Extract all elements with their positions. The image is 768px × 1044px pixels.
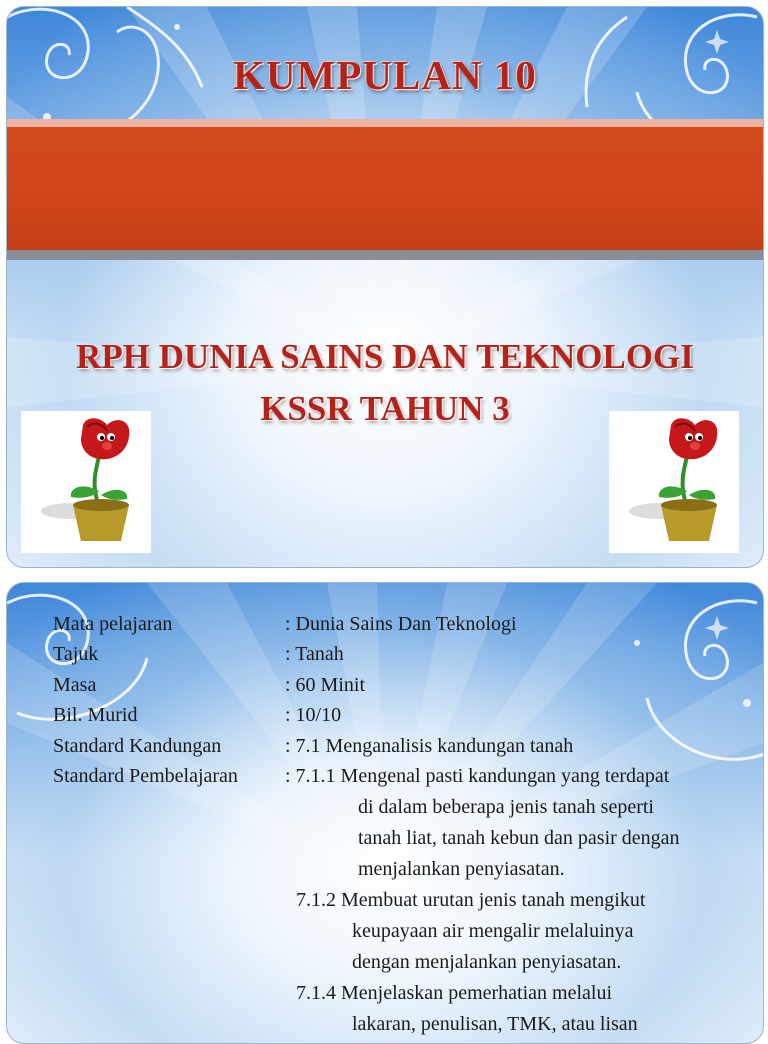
accent-band-shadow — [7, 250, 763, 260]
slide-title: KUMPULAN 10 — [233, 52, 537, 98]
standard-712: 7.1.2 Membuat urutan jenis tanah mengikut — [296, 889, 646, 911]
info-label: Tajuk — [53, 643, 99, 665]
title-slide — [6, 6, 764, 568]
info-value: : Dunia Sains Dan Teknologi — [285, 613, 517, 635]
accent-band-light — [7, 119, 763, 127]
info-slide — [6, 582, 764, 1044]
info-value: : Tanah — [285, 643, 344, 665]
info-label: Standard Kandungan — [53, 735, 222, 757]
standard-711-continuation: menjalankan penyiasatan. — [358, 858, 565, 880]
rose-flower-pot-icon — [609, 411, 739, 553]
standard-711-continuation: tanah liat, tanah kebun dan pasir dengan — [358, 827, 680, 849]
info-value: : 10/10 — [285, 704, 342, 726]
standard-711-continuation: di dalam beberapa jenis tanah seperti — [358, 796, 654, 818]
standard-712-continuation: dengan menjalankan penyiasatan. — [352, 951, 622, 973]
info-value: : 60 Minit — [285, 674, 366, 696]
standard-714-continuation: lakaran, penulisan, TMK, atau lisan — [352, 1013, 638, 1035]
swirl-ornament-icon — [577, 583, 764, 783]
info-label: Mata pelajaran — [53, 613, 173, 635]
info-value: : 7.1 Menganalisis kandungan tanah — [285, 735, 574, 757]
info-label: Standard Pembelajaran — [53, 765, 238, 787]
info-label: Bil. Murid — [53, 704, 138, 726]
info-value: : 7.1.1 Mengenal pasti kandungan yang terdapat — [285, 765, 670, 787]
standard-714: 7.1.4 Menjelaskan pemerhatian melalui — [296, 982, 613, 1004]
snowflake-icon — [705, 616, 729, 640]
standard-712-continuation: keupayaan air mengalir melaluinya — [352, 920, 634, 942]
subtitle-line-2: KSSR TAHUN 3 — [260, 389, 510, 428]
rose-flower-pot-icon — [21, 411, 151, 553]
subtitle-line-1: RPH DUNIA SAINS DAN TEKNOLOGI — [76, 337, 694, 376]
accent-band — [7, 127, 763, 250]
info-label: Masa — [53, 674, 97, 696]
